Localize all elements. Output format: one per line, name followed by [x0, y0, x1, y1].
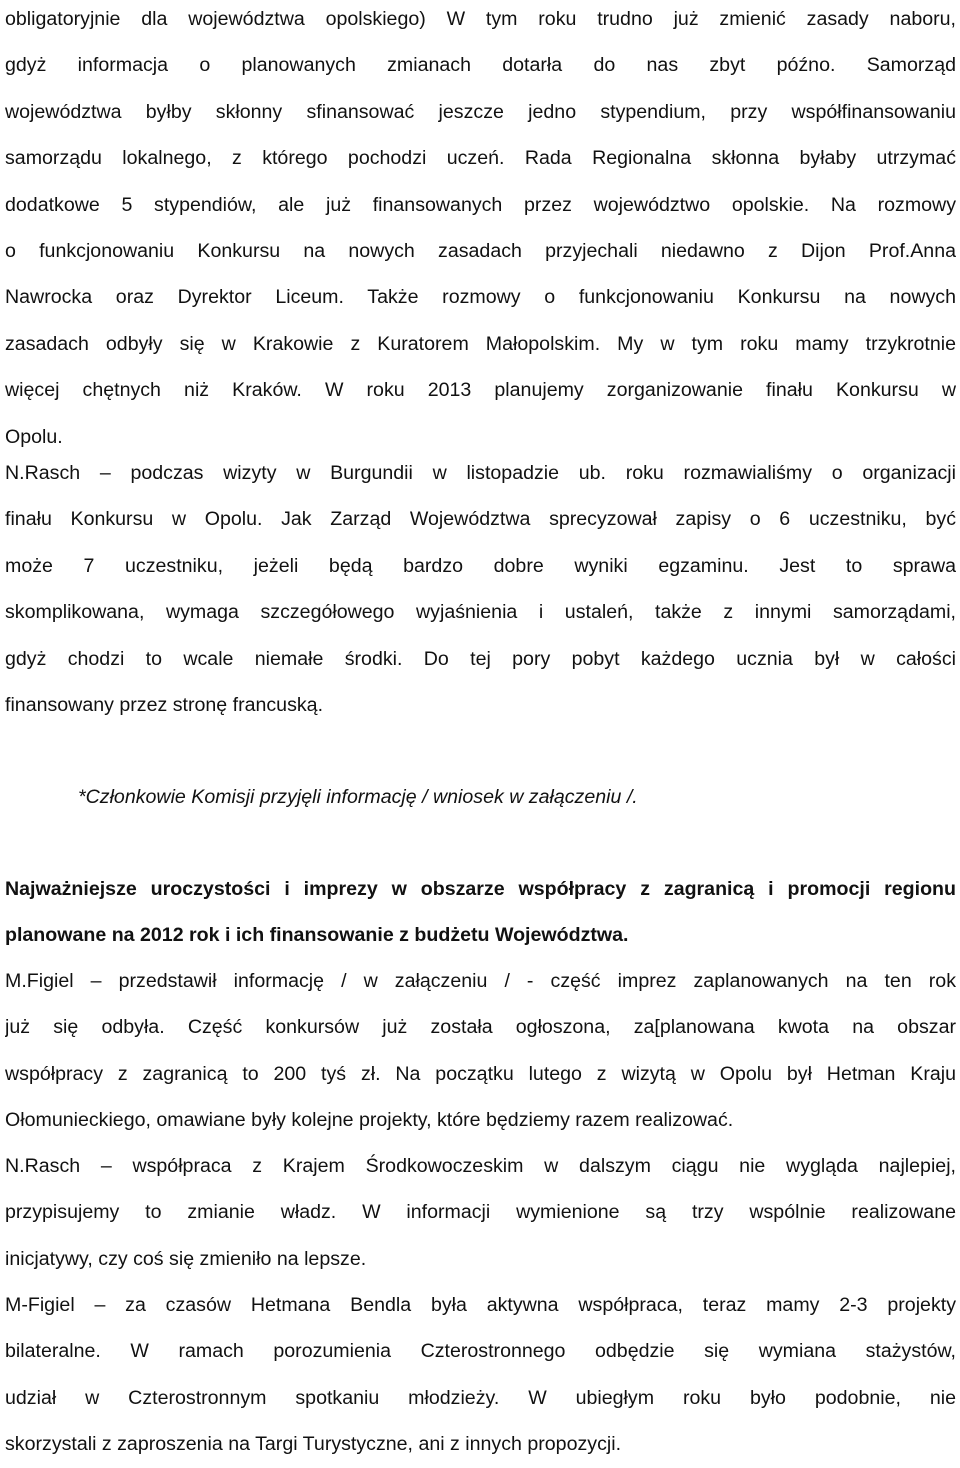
text-line: M-Figiel – za czasów Hetmana Bendla była aktywna współpraca, teraz mamy 2-3 projekty: [5, 1294, 956, 1316]
text-line: finału Konkursu w Opolu. Jak Zarząd Województwa sprecyzował zapisy o 6 uczestniku, być: [5, 508, 956, 531]
section-paragraph-2: [5, 1143, 956, 1282]
text-line: o funkcjonowaniu Konkursu na nowych zasadach przyjechali niedawno z Dijon Prof.Anna: [5, 239, 956, 262]
text-line: województwa byłby skłonny sfinansować jeszcze jedno stypendium, przy współfinansowaniu: [5, 100, 956, 123]
text-line: samorządu lokalnego, z którego pochodzi uczeń. Rada Regionalna skłonna byłaby utrzymać: [5, 147, 956, 170]
text-line: inicjatywy, czy coś się zmieniło na lepsze.: [5, 1247, 367, 1270]
text-line: już się odbyła. Część konkursów już została ogłoszona, za[planowana kwota na obszar: [5, 1016, 956, 1039]
text-line: Opolu.: [5, 425, 63, 448]
section-paragraph-3: [5, 1282, 956, 1468]
text-line: Ołomunieckiego, omawiane były kolejne projekty, które będziemy razem realizować.: [5, 1109, 734, 1132]
text-line: udział w Czterostronnym spotkaniu młodzieży. W ubiegłym roku było podobnie, nie: [5, 1386, 956, 1409]
text-line: dodatkowe 5 stypendiów, ale już finansowanych przez województwo opolskie. Na rozmowy: [5, 193, 956, 216]
text-line: gdyż informacja o planowanych zmianach dotarła do nas zbyt późno. Samorząd: [5, 54, 956, 77]
heading-line: planowane na 2012 rok i ich finansowanie z budżetu Województwa.: [5, 924, 629, 947]
committee-note: *Członkowie Komisji przyjęli informację / wniosek w załączeniu /.: [78, 786, 638, 808]
text-line: więcej chętnych niż Kraków. W roku 2013 planujemy zorganizowanie finału Konkursu w: [5, 379, 956, 402]
paragraph-1: [5, 0, 956, 460]
text-line: może 7 uczestniku, jeżeli będą bardzo dobre wyniki egzaminu. Jest to sprawa: [5, 554, 956, 577]
text-line: bilateralne. W ramach porozumienia Czterostronnego odbędzie się wymiana stażystów,: [5, 1340, 956, 1363]
text-line: przypisujemy to zmianie władz. W informacji wymienione są trzy wspólnie realizowane: [5, 1201, 956, 1224]
text-line: zasadach odbyły się w Krakowie z Kuratorem Małopolskim. My w tym roku mamy trzykrotnie: [5, 332, 956, 355]
paragraph-2: [5, 450, 956, 728]
text-line: M.Figiel – przedstawił informację / w załączeniu / - część imprez zaplanowanych na ten rok: [5, 970, 956, 992]
text-line: Nawrocka oraz Dyrektor Liceum. Także rozmowy o funkcjonowaniu Konkursu na nowych: [5, 286, 956, 309]
text-line: skomplikowana, wymaga szczegółowego wyjaśnienia i ustaleń, także z innymi samorządami,: [5, 601, 956, 624]
section-heading: [5, 866, 956, 959]
text-line: obligatoryjnie dla województwa opolskiego) W tym roku trudno już zmienić zasady naboru,: [5, 8, 956, 30]
section-paragraph-1: [5, 958, 956, 1144]
text-line: N.Rasch – współpraca z Krajem Środkowoczeskim w dalszym ciągu nie wygląda najlepiej,: [5, 1155, 956, 1177]
heading-line: Najważniejsze uroczystości i imprezy w obszarze współpracy z zagranicą i promocji regionu: [5, 878, 956, 900]
text-line: gdyż chodzi to wcale niemałe środki. Do tej pory pobyt każdego ucznia był w całości: [5, 647, 956, 670]
text-line: współpracy z zagranicą to 200 tyś zł. Na początku lutego z wizytą w Opolu był Hetman Kraju: [5, 1062, 956, 1085]
text-line: N.Rasch – podczas wizyty w Burgundii w listopadzie ub. roku rozmawialiśmy o organizacji: [5, 462, 956, 484]
text-line: finansowany przez stronę francuską.: [5, 693, 324, 716]
text-line: skorzystali z zaproszenia na Targi Turystyczne, ani z innych propozycji.: [5, 1433, 622, 1456]
